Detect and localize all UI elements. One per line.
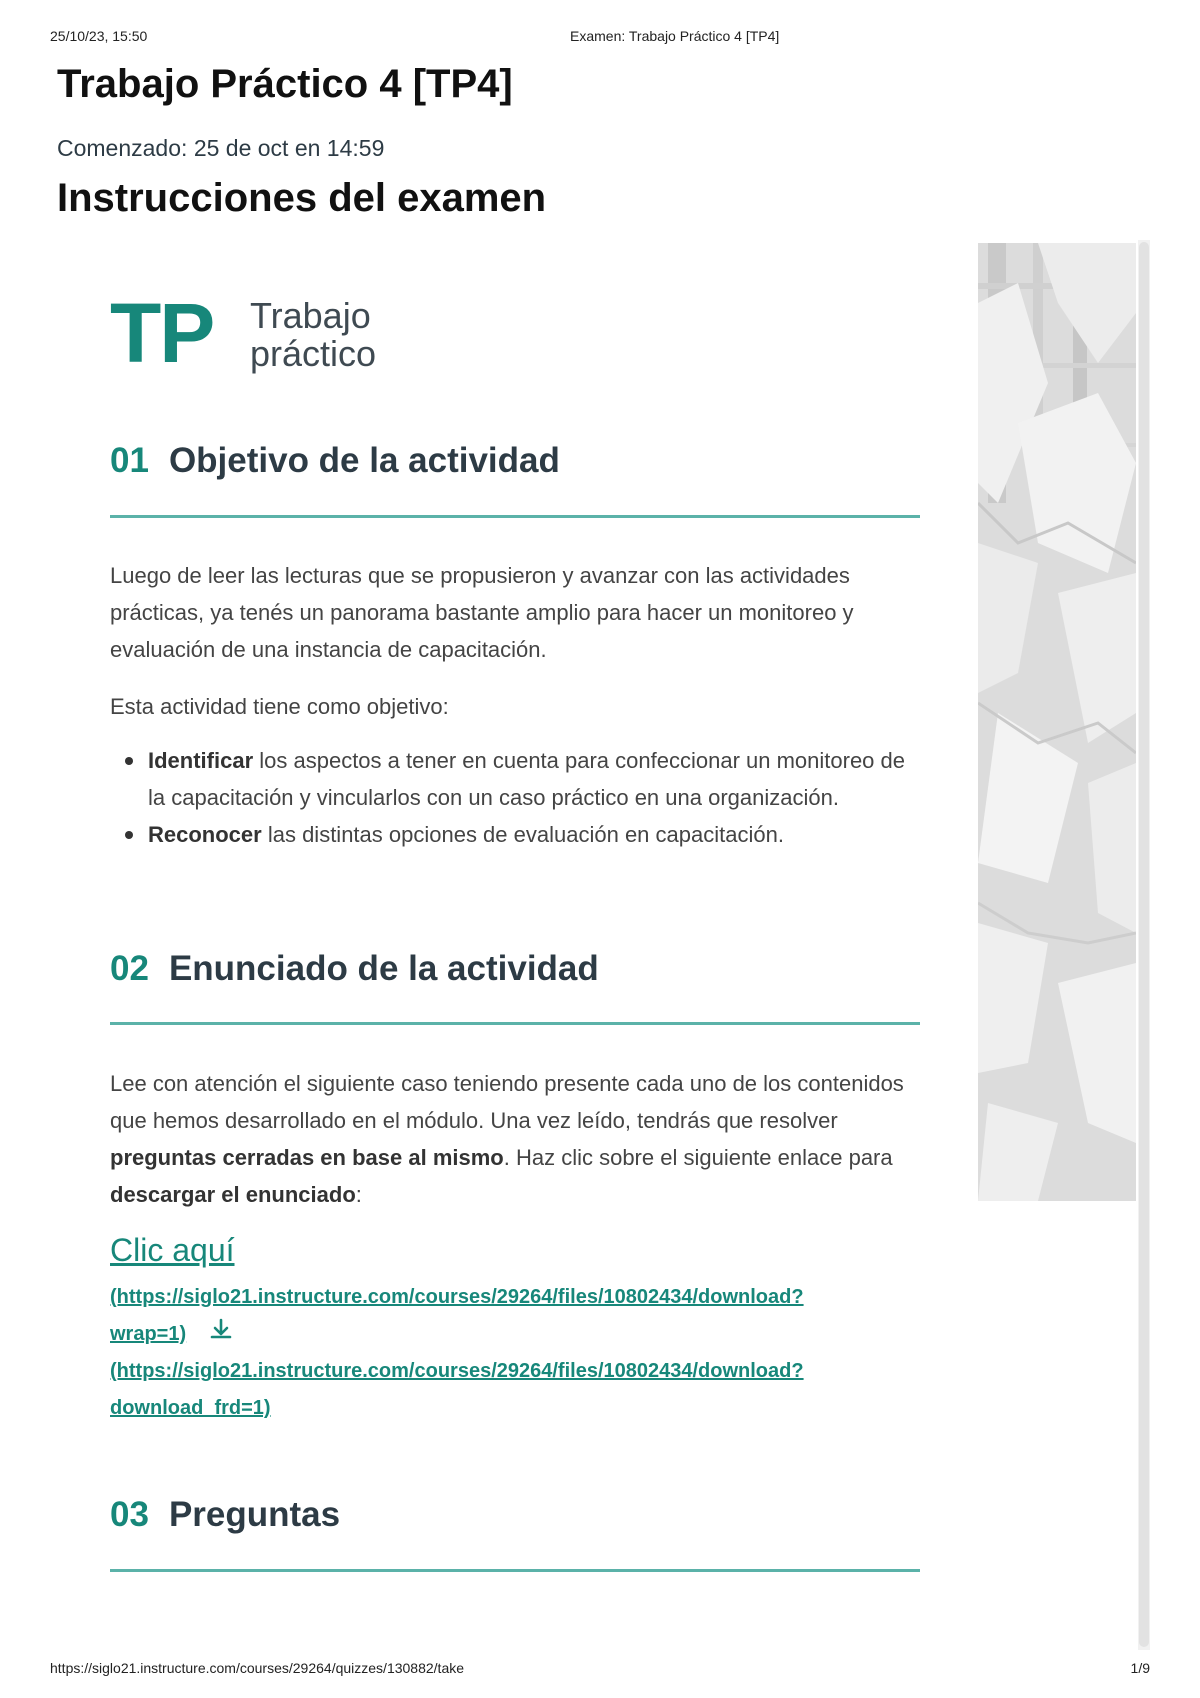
download-statement-link[interactable]: Clic aquí — [110, 1232, 235, 1268]
objective-intro: Luego de leer las lecturas que se propusieron y avanzar con las actividades prácticas, ya tenés un panorama bastante amplio para hacer un monitoreo y evaluación de una instancia de capacitación. — [110, 563, 854, 662]
list-item-keyword: Identificar — [148, 748, 254, 773]
decorative-architecture-image — [978, 243, 1136, 1201]
print-footer — [50, 1656, 1150, 1676]
list-item-text: las distintas opciones de evaluación en capacitación. — [261, 822, 784, 847]
file-download-url-line-2[interactable]: download_frd=1) — [110, 1397, 271, 1419]
file-preview-url-line-2[interactable]: wrap=1) — [110, 1323, 187, 1345]
print-page-number: 1/9 — [1130, 1660, 1150, 1676]
started-value: 25 de oct en 14:59 — [193, 135, 385, 161]
print-url: https://siglo21.instructure.com/courses/29264/quizzes/130882/take — [50, 1660, 465, 1676]
section-divider — [110, 515, 920, 518]
objective-list — [110, 742, 920, 853]
tp-logo-word-1: Trabajo — [250, 295, 371, 336]
section-number: 01 — [110, 441, 149, 480]
started-label: Comenzado: — [57, 135, 188, 161]
statement-text — [110, 1065, 920, 1213]
section-title: Preguntas — [168, 1495, 341, 1534]
list-item — [110, 816, 920, 853]
instructions-heading: Instrucciones del examen — [57, 176, 547, 220]
file-download-link[interactable] — [110, 1353, 910, 1427]
content-scrollbar-thumb[interactable] — [1139, 242, 1149, 1647]
tp-logo-mark: TP — [110, 286, 214, 380]
section-title: Objetivo de la actividad — [168, 441, 560, 480]
statement-part-1: Lee con atención el siguiente caso teniendo presente cada uno de los contenidos que hemos desarrollado en el módulo. Una vez leído, tendrás que resolver — [110, 1071, 904, 1133]
quiz-title: Trabajo Práctico 4 [TP4] — [57, 62, 513, 106]
list-item-keyword: Reconocer — [148, 822, 262, 847]
section-number: 02 — [110, 949, 149, 988]
statement-bold-2: descargar el enunciado — [110, 1182, 356, 1207]
list-item — [110, 742, 920, 816]
statement-bold-1: preguntas cerradas en base al mismo — [110, 1145, 504, 1170]
objective-lead: Esta actividad tiene como objetivo: — [110, 694, 449, 719]
architecture-pattern-graphic — [978, 243, 1136, 1201]
tp-logo — [110, 286, 410, 380]
list-item-text: los aspectos a tener en cuenta para confeccionar un monitoreo de la capacitación y vincularlos con un caso práctico en una organización. — [148, 748, 905, 810]
section-heading-statement — [110, 944, 599, 994]
file-download-url-line-1[interactable]: (https://siglo21.instructure.com/courses/29264/files/10802434/download? — [110, 1360, 804, 1382]
statement-part-2: . Haz clic sobre el siguiente enlace para — [503, 1145, 893, 1170]
statement-part-3: : — [355, 1182, 362, 1207]
started-info — [57, 135, 384, 162]
file-preview-url-line-1[interactable]: (https://siglo21.instructure.com/courses/29264/files/10802434/download? — [110, 1286, 804, 1308]
section-title: Enunciado de la actividad — [168, 949, 599, 988]
print-header — [50, 28, 1150, 48]
print-datetime: 25/10/23, 15:50 — [50, 28, 148, 44]
section-heading-objective — [110, 436, 560, 486]
section-divider — [110, 1022, 920, 1025]
section-heading-questions — [110, 1490, 340, 1540]
section-divider — [110, 1569, 920, 1572]
print-page-title: Examen: Trabajo Práctico 4 [TP4] — [570, 28, 780, 44]
tp-logo-word-2: práctico — [250, 333, 377, 374]
download-icon[interactable] — [208, 1317, 234, 1343]
section-number: 03 — [110, 1495, 149, 1534]
